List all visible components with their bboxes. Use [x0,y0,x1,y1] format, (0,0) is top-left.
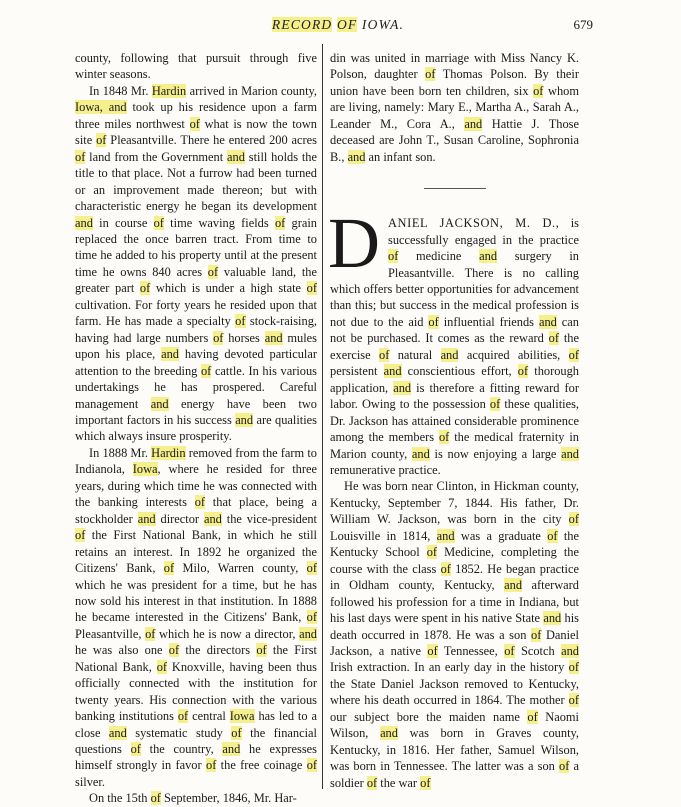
highlighted-term: and [383,364,402,379]
highlighted-term: of [426,545,438,560]
highlighted-term: of [306,561,317,576]
highlighted-term: and [411,446,430,461]
highlighted-term: of [427,643,438,658]
paragraph: He was born near Clinton, in Hickman county, Kentucky, September 7, 1844. His father, Dr. William W. Jackson, was born in the city of Louisville in 1814, and was a graduate of the Kentucky School of Medicine, completing the course with the class of 1852. He began practice in Oldham county, Kentucky, and afterward followed his profession for a time in Indiana, but his last days were spent in his native State and his death occurred in 1878. He was a son of Daniel Jackson, a native of Tennessee, of Scotch and Irish extraction. In an early day in the history of the State Daniel Jackson removed to Kentucky, where his death occurred in 1864. The mother of our subject bore the maiden name of Naomi Wilson, and was born in Graves county, Kentucky, in 1816. Her father, Samuel Wilson, was born in Tennessee. The latter was a son of a soldier of the war of [330,479,579,790]
page-number: 679 [573,17,593,32]
highlighted-term: of [438,430,450,445]
paragraph: On the 15th of September, 1846, Mr. Har- [89,791,297,806]
highlighted-term: of [189,116,200,131]
highlighted-term: of [200,363,212,378]
paragraph: In 1888 Mr. Hardin removed from the farm to Indianola, Iowa, where he resided for three years, during which time he was connected with the banking interests of that place, being a stockholder and director and the vice-president of the First National Bank, in which he still retains an interest. In 1892 he organized the Citizens' Bank, of Milo, Warren county, of which he was president for a time, but he has now sold his interest in that institution. In 1888 he became interested in the Citizens' Bank, of Pleasantville, of which he is now a director, and he was also one of the directors of the First National Bank, of Knoxville, having been thus officially connected with the institution for twenty years. His connection with the various banking institutions of central Iowa has led to a close and systematic study of the financial questions of the country, and he expresses himself strongly in favor of the free coinage of silver. [75,445,318,789]
highlighted-term: and [150,396,169,411]
highlighted-term: and [393,380,412,395]
highlighted-term: and [561,446,579,461]
highlighted-term: of [274,215,286,230]
highlighted-term: and [479,249,498,264]
paragraph: din was united in marriage with Miss Nancy K. Polson, daughter of Thomas Polson. By their union have been born ten children, six of whom are living, namely: Mary E., Martha A., Sarah A., Leander M., Cora A., and Hattie J. Those deceased are John T., Susan Caroline, Sophronia B., and an infant son. [330,51,580,164]
highlighted-term: and [222,742,241,757]
section-separator [424,188,486,189]
highlighted-term: of [163,561,175,576]
left-column [75,50,317,807]
paragraph: county, following that pursuit through five winter seasons. [75,51,317,82]
highlighted-term: of [531,627,542,642]
highlighted-term: of [75,149,86,164]
highlighted-term: of [150,791,161,806]
highlighted-term: and [75,215,93,230]
highlighted-term: of [489,397,501,412]
highlighted-term: and [108,725,127,740]
highlighted-term: of [517,364,529,379]
highlighted-term: and [235,412,254,427]
right-column [330,50,579,791]
highlighted-term: of [213,330,224,345]
highlighted-term: of [568,660,579,675]
highlighted-term: and [561,643,579,658]
paragraph: In 1848 Mr. Hardin arrived in Marion county, Iowa, and took up his residence upon a farm three miles northwest of what is now the town site of Pleasantville. There he entered 200 acres of land from the Government and still holds the title to that place. Not a furrow had been turned or an improvement made thereon; but with characteristic energy he began its development and in course of time waving fields of grain replaced the once barren tract. From time to time he added to his property until at the present time he owns 840 acres of valuable land, the greater part of which is under a high state of cultivation. For forty years he resided upon that farm. He has made a specialty of stock-raising, having had large numbers of horses and mules upon his place, and having devoted particular attention to the breeding of cattle. In his various undertakings he has prospered. Careful management and energy have been two important factors in his success and are qualities which always insure prosperity. [75,83,318,444]
highlighted-term: and [440,347,459,362]
highlighted-term: of [533,83,544,98]
highlighted-term: Iowa, and [75,100,127,115]
highlighted-term: of [568,512,579,527]
highlighted-term: of [206,758,217,773]
highlighted-term: of [306,758,318,773]
highlighted-term: and [380,726,398,741]
highlighted-term: of [256,643,267,658]
highlighted-term: of [153,215,164,230]
highlighted-term: of [388,249,399,264]
highlighted-term: Hardin [151,83,187,98]
highlighted-term: of [548,331,559,346]
highlighted-term: and [436,528,455,543]
highlighted-term: of [568,347,579,362]
highlighted-term: and [264,330,283,345]
highlighted-term: and [543,611,562,626]
highlighted-term: of [235,314,246,329]
highlighted-term: and [504,578,523,593]
highlighted-term: Iowa [229,709,255,724]
highlighted-term: of [96,133,107,148]
running-title: RECORD OF IOWA. [271,17,405,32]
highlighted-term: of [547,528,558,543]
highlighted-term: of [156,659,168,674]
highlighted-term: of [420,775,431,790]
highlighted-term: of [568,693,579,708]
highlighted-term: of [75,528,86,543]
highlighted-term: of [207,264,219,279]
highlighted-term: and [538,314,557,329]
column-divider [322,44,323,789]
highlighted-term: of [231,725,242,740]
highlighted-term: of [559,759,570,774]
highlighted-term: of [306,281,317,296]
highlighted-term: of [379,347,390,362]
biography-opening: DANIEL JACKSON, M. D., is successfully engaged in the practice of medicine and surgery in Pleasantville. There is no calling which offers better opportunities for advancement than this; but success in the medical profession is not due to the aid of influential friends and can not be purchased. It comes as the reward of the exercise of natural and acquired abilities, of persistent and conscientious effort, of thorough application, and is therefore a fitting reward for labor. Owing to the possession of these qualities, Dr. Jackson has attained considerable prominence among the members of the medical fraternity in Marion county, and is now enjoying a large and remunerative practice. [328,203,580,477]
highlighted-term: of [504,643,515,658]
highlighted-term: and [227,149,245,164]
highlighted-term: of [428,314,439,329]
highlighted-term: of [145,626,156,641]
highlighted-term: of [425,67,436,82]
highlighted-term: of [306,610,317,625]
page-header [0,17,681,39]
drop-cap: D [328,203,380,284]
highlighted-term: of [194,495,206,510]
highlighted-term: of [177,709,189,724]
highlighted-term: and [161,347,179,362]
biography-subject: ANIEL JACKSON, M. D., [388,216,560,231]
highlighted-term: of [527,709,538,724]
highlighted-term: of [168,643,180,658]
highlighted-term: and [464,116,483,131]
highlighted-term: Iowa [132,462,158,477]
highlighted-term: of [440,561,451,576]
highlighted-term: and [299,626,317,641]
highlighted-term: of [139,281,151,296]
highlighted-term: of [130,742,141,757]
highlighted-term: and [347,149,366,164]
highlighted-term: and [137,511,156,526]
highlighted-term: and [203,511,222,526]
highlighted-term: of [366,775,378,790]
highlighted-term: Hardin [151,445,186,460]
